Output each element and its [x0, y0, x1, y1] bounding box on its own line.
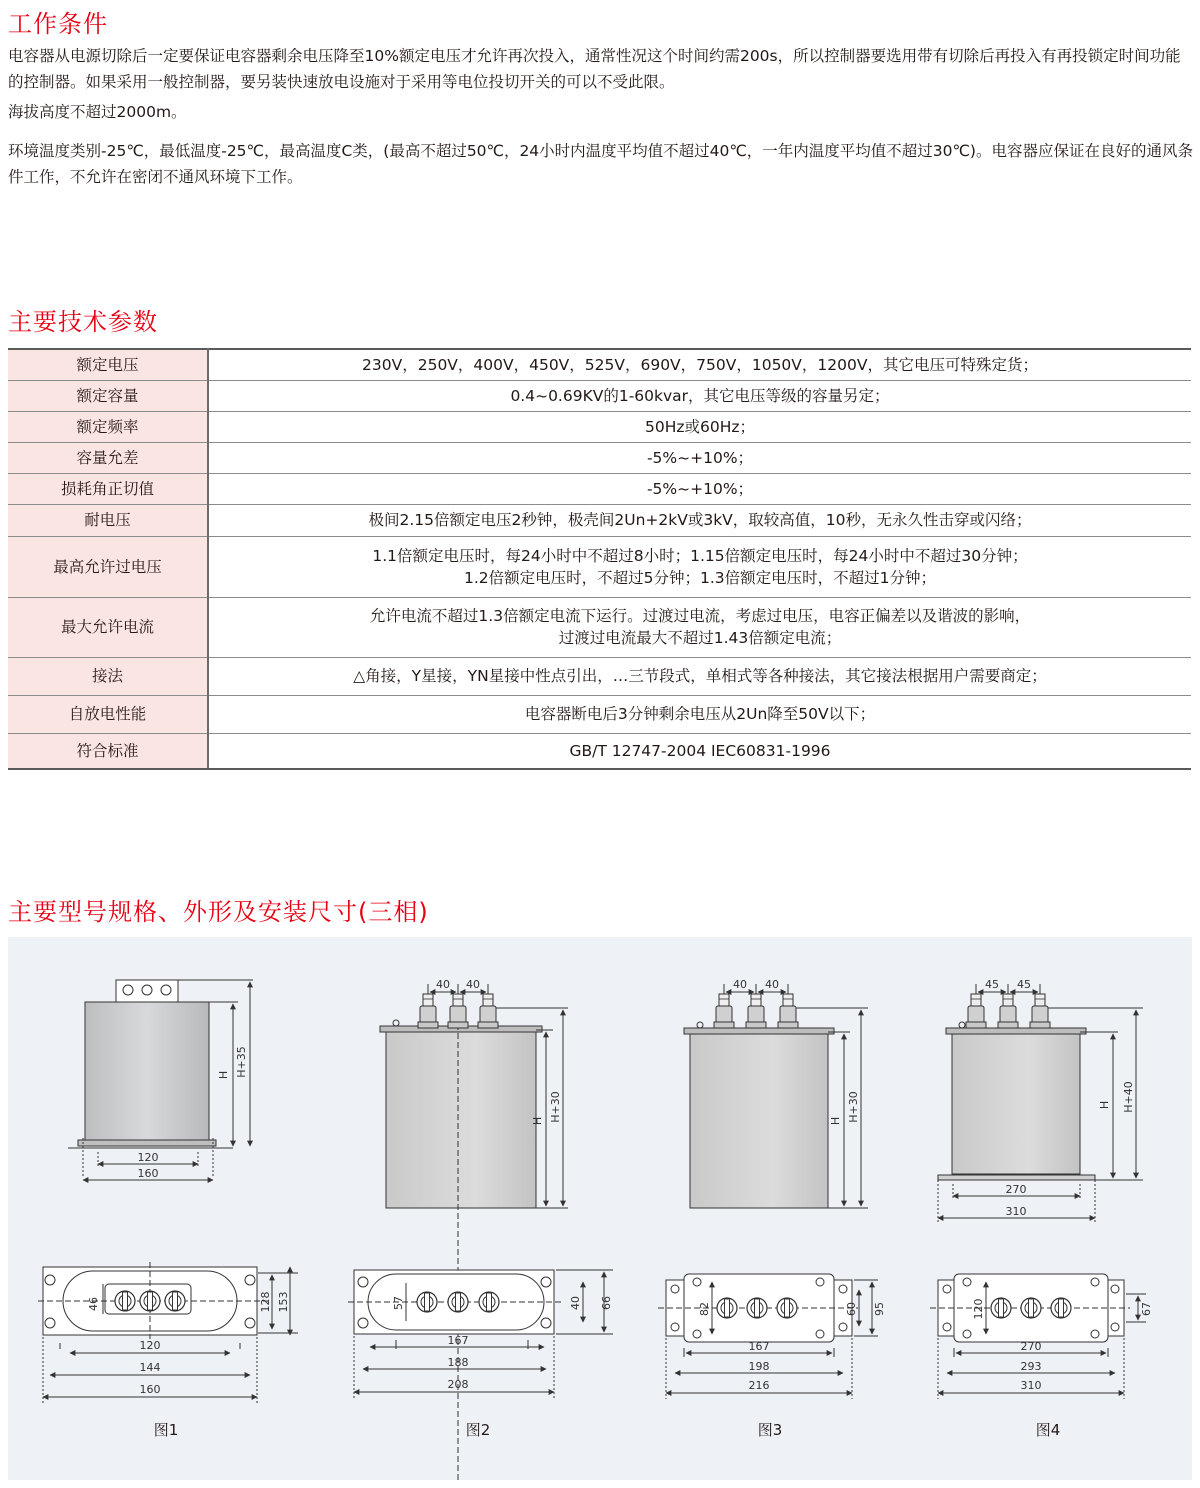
fig1-dim-top-w3: 160	[139, 1383, 161, 1396]
param-name: 最高允许过电压	[8, 536, 208, 597]
param-value-line-2: 1.2倍额定电压时，不超过5分钟；1.3倍额定电压时，不超过1分钟；	[463, 568, 937, 587]
fig2-dim-sp2: 40	[466, 978, 480, 991]
fig2-dim-top-h2: 66	[600, 1296, 613, 1310]
fig2-dim-top-w2: 188	[447, 1356, 469, 1369]
work-conditions-para-3: 环境温度类别-25℃，最低温度-25℃，最高温度C类，(最高不超过50℃，24小时内温度平均值不超过40℃，一年内温度平均值不超过30℃)。电容器应保证在良好的通风条件工作，不允许在密闭不通风环境下工作。	[8, 142, 1193, 186]
fig2-terminals	[418, 994, 498, 1028]
fig3-dim-sp1: 40	[733, 978, 747, 991]
table-row	[8, 473, 1191, 504]
param-name: 损耗角正切值	[8, 473, 208, 504]
fig1-dim-base-inner: 120	[137, 1151, 159, 1164]
fig2-side-view	[380, 984, 568, 1480]
fig4-dim-top-h1: 67	[1140, 1302, 1153, 1316]
work-conditions-para-2: 海拔高度不超过2000m。	[8, 103, 187, 121]
table-row	[8, 442, 1191, 473]
fig2-dim-top-h1: 40	[569, 1296, 582, 1310]
section-title-work-conditions: 工作条件	[8, 10, 108, 38]
spec-table	[8, 348, 1191, 770]
fig4-dim-top-w3: 310	[1020, 1379, 1042, 1392]
param-value: -5%~+10%；	[208, 442, 1191, 473]
fig4-dim-top-w2: 293	[1020, 1360, 1042, 1373]
fig3-dim-sp2: 40	[765, 978, 779, 991]
param-value	[208, 597, 1191, 657]
param-value-line-1: 允许电流不超过1.3倍额定电流下运行。过渡过电流，考虑过电压，电容正偏差以及谐波的影响，	[369, 607, 1031, 625]
param-value: GB/T 12747-2004 IEC60831-1996	[208, 733, 1191, 769]
table-row	[8, 695, 1191, 733]
fig3-dim-top-w1: 167	[748, 1340, 770, 1353]
fig4-dim-top-d: 120	[972, 1298, 985, 1320]
param-value: 电容器断电后3分钟剩余电压从2Un降至50V以下；	[208, 695, 1191, 733]
fig3-dim-top-w2: 198	[748, 1360, 770, 1373]
param-value: 极间2.15倍额定电压2秒钟，极壳间2Un+2kV或3kV，取较高值，10秒，无永久性击穿或闪络；	[208, 504, 1191, 536]
fig1-dim-base-outer: 160	[137, 1167, 159, 1180]
fig4-terminals	[966, 994, 1050, 1028]
fig1-dim-h-total: H+35	[235, 1046, 248, 1078]
dimension-drawings	[8, 937, 1192, 1480]
fig4-dim-sp1: 45	[985, 978, 999, 991]
fig2-top-view	[348, 1270, 613, 1398]
table-row	[8, 536, 1191, 597]
param-value: 50Hz或60Hz；	[208, 411, 1191, 442]
fig2-dim-top-w3: 208	[447, 1378, 469, 1391]
fig3-dim-top-d: 82	[698, 1302, 711, 1316]
fig3-dim-h-total: H+30	[847, 1091, 860, 1123]
param-value: 0.4~0.69KV的1-60kvar，其它电压等级的容量另定；	[208, 380, 1191, 411]
fig1-dim-top-w1: 120	[139, 1339, 161, 1352]
param-name: 最大允许电流	[8, 597, 208, 657]
fig3-dim-h: H	[829, 1116, 842, 1126]
param-value	[208, 536, 1191, 597]
param-value-line-2: 过渡过电流最大不超过1.43倍额定电流；	[558, 629, 842, 647]
fig4-dim-base-outer: 310	[1005, 1205, 1027, 1218]
fig4-dim-sp2: 45	[1017, 978, 1031, 991]
param-value: -5%~+10%；	[208, 473, 1191, 504]
fig3-caption: 图3	[757, 1421, 783, 1439]
fig1-dim-top-h2: 153	[277, 1291, 290, 1313]
fig3-dim-top-h1: 60	[845, 1302, 858, 1316]
fig4-caption: 图4	[1035, 1421, 1061, 1439]
fig3-dim-top-w3: 216	[748, 1379, 770, 1392]
fig2-dim-sp1: 40	[436, 978, 450, 991]
table-row	[8, 504, 1191, 536]
fig2-caption: 图2	[465, 1421, 491, 1439]
table-row	[8, 349, 1191, 380]
fig1-dim-top-w2: 144	[139, 1361, 161, 1374]
fig4-dim-h-total: H+40	[1122, 1081, 1135, 1113]
fig3-dim-top-h2: 95	[873, 1302, 886, 1316]
fig1-caption: 图1	[153, 1421, 179, 1439]
table-row	[8, 411, 1191, 442]
section-title-dimensions: 主要型号规格、外形及安装尺寸(三相)	[8, 898, 429, 926]
fig1-top-view	[38, 1262, 298, 1403]
param-value-line-1: 1.1倍额定电压时，每24小时中不超过8小时；1.15倍额定电压时，每24小时中不超过30分钟；	[372, 546, 1028, 565]
fig2-dim-h: H	[531, 1116, 544, 1126]
fig1-dim-top-h1: 128	[259, 1291, 272, 1313]
fig1-dim-top-d: 46	[87, 1297, 100, 1311]
fig3-terminals	[714, 994, 798, 1028]
param-name: 额定容量	[8, 380, 208, 411]
fig2-dim-h-total: H+30	[549, 1091, 562, 1123]
table-row	[8, 597, 1191, 657]
table-row	[8, 657, 1191, 695]
fig4-dim-h: H	[1098, 1100, 1111, 1110]
param-value: 230V，250V，400V，450V，525V，690V，750V，1050V，1200V，其它电压可特殊定货；	[208, 349, 1191, 380]
param-name: 自放电性能	[8, 695, 208, 733]
param-name: 额定频率	[8, 411, 208, 442]
param-name: 接法	[8, 657, 208, 695]
param-name: 耐电压	[8, 504, 208, 536]
param-name: 额定电压	[8, 349, 208, 380]
table-row	[8, 733, 1191, 769]
section-title-tech-params: 主要技术参数	[8, 308, 158, 336]
fig4-dim-top-w1: 270	[1020, 1340, 1042, 1353]
fig3-side-view	[684, 984, 868, 1208]
fig1-dim-h: H	[217, 1070, 230, 1080]
param-name: 符合标准	[8, 733, 208, 769]
drawing-panel	[8, 937, 1192, 1480]
param-value: △角接，Y星接，YN星接中性点引出，…三节段式，单相式等各种接法，其它接法根据用户需要商定；	[208, 657, 1191, 695]
fig4-dim-base-inner: 270	[1005, 1183, 1027, 1196]
work-conditions-para-1: 电容器从电源切除后一定要保证电容器剩余电压降至10%额定电压才允许再次投入，通常性况这个时间约需200s，所以控制器要选用带有切除后再投入有再投锁定时间功能的控制器。如果采用一般控制器，要另装快速放电设施对于采用等电位投切开关的可以不受此限。	[8, 47, 1181, 91]
param-name: 容量允差	[8, 442, 208, 473]
table-row	[8, 380, 1191, 411]
fig2-dim-top-w1: 167	[447, 1334, 469, 1347]
fig2-dim-top-d: 57	[392, 1296, 405, 1310]
